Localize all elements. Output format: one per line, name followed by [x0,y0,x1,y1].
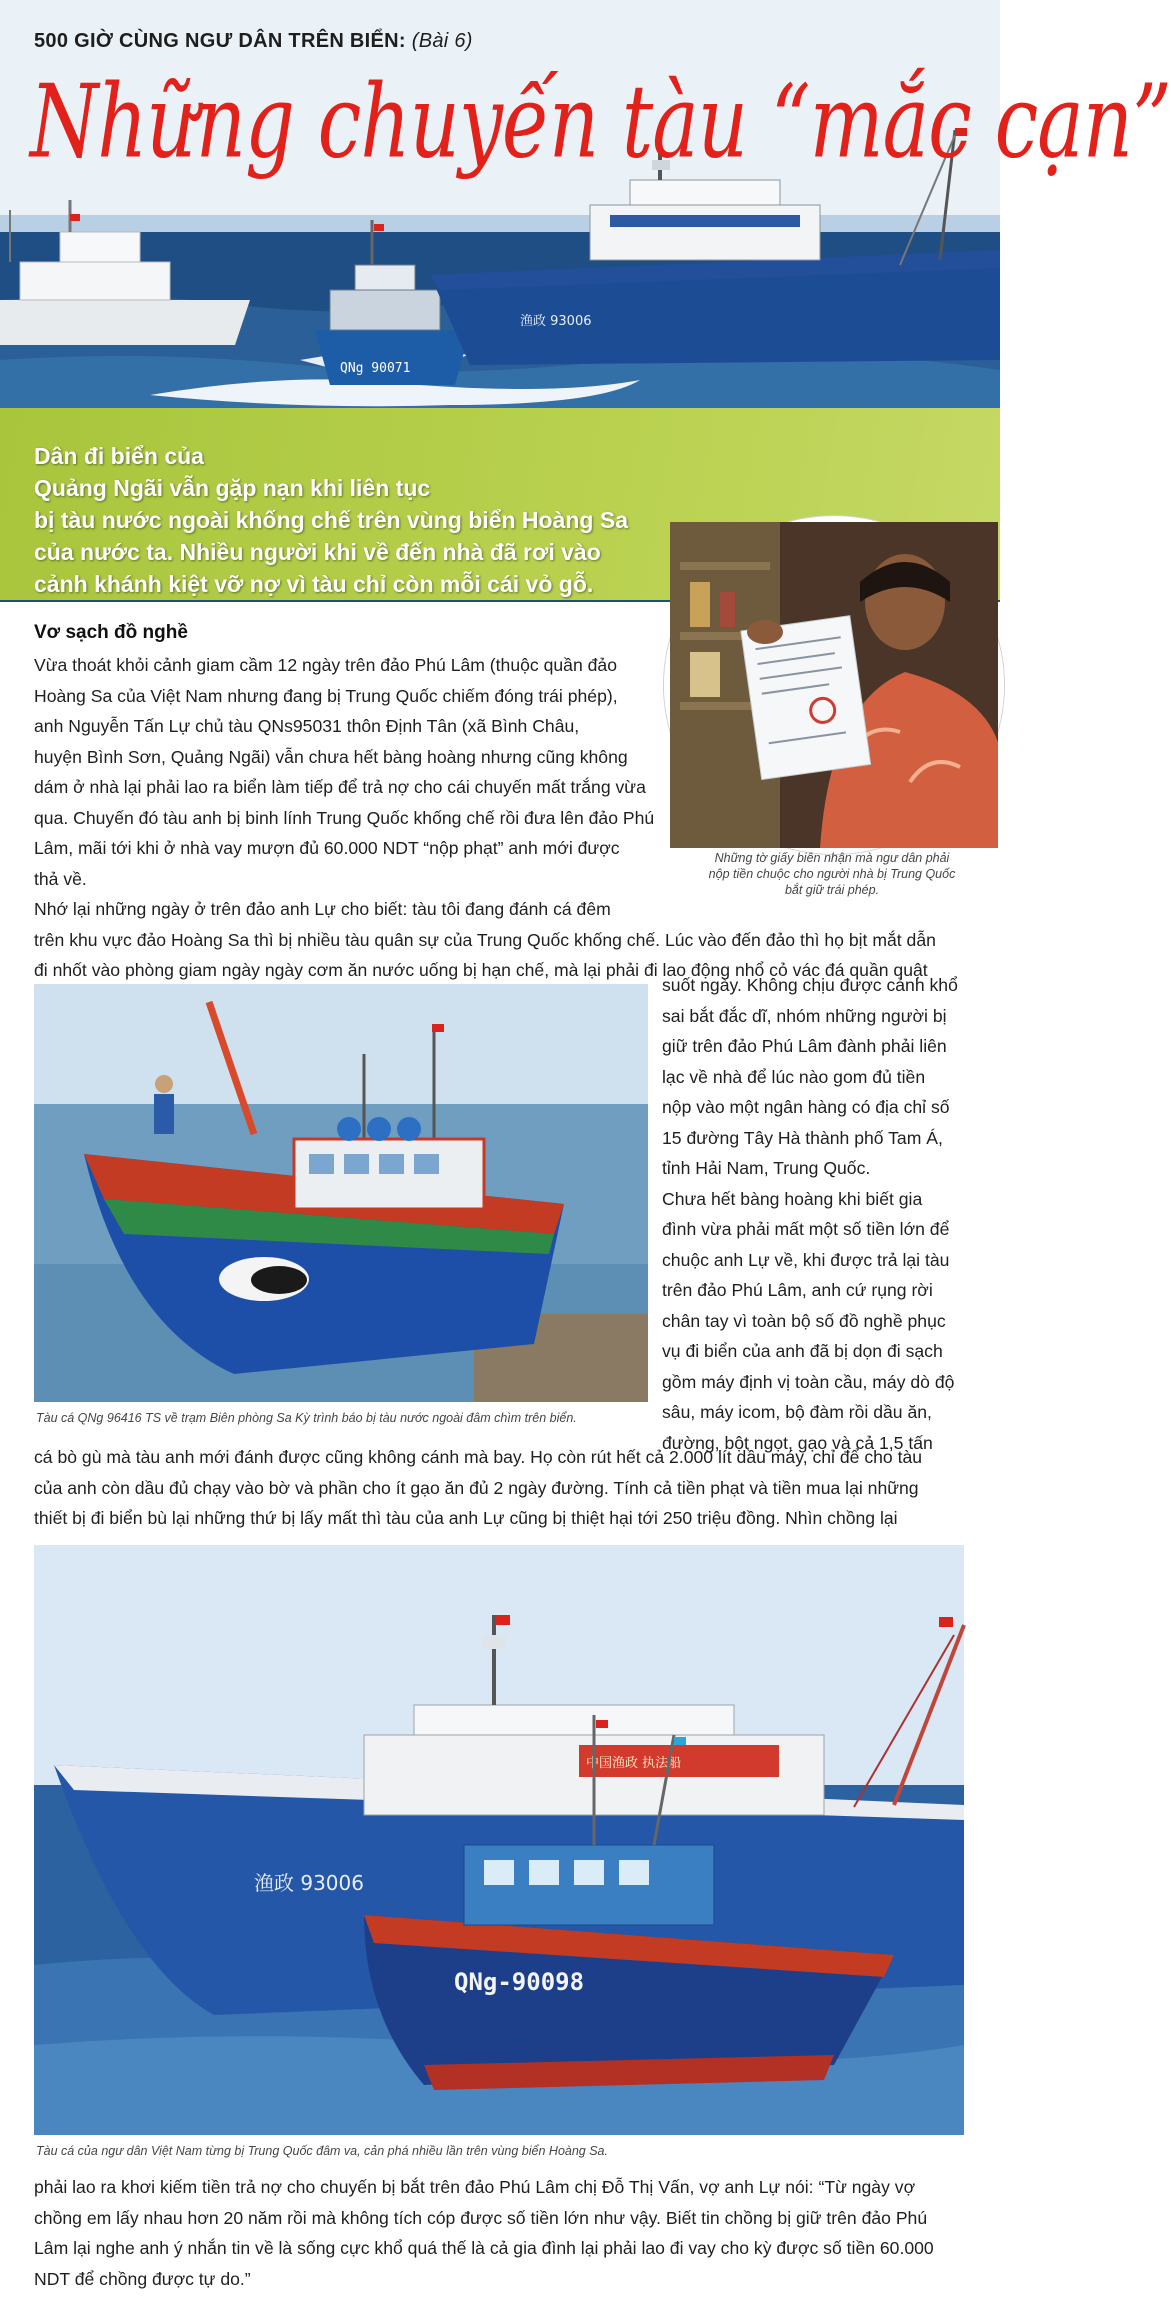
text-line: thiết bị đi biển bù lại những thứ bị lấy mất thì tàu của anh Lự cũng bị thiệt hại tới 250 triệu đồng. Nhìn chồng lại [34,1508,898,1528]
text-line: anh Nguyễn Tấn Lự chủ tàu QNs95031 thôn Định Tân (xã Bình Châu, [34,716,580,736]
portrait-caption [672,850,992,898]
text-line: thả về. [34,868,87,889]
paragraph-3 [34,1442,964,1534]
text-line: của anh còn dầu đủ chạy vào bờ và phần cho ít gạo ăn đủ 2 ngày đường. Tính cả tiền phạt và tiền mua lại những [34,1477,919,1498]
text-line: tỉnh Hải Nam, Trung Quốc. [662,1158,871,1178]
portrait-photo [664,516,1004,854]
boat-scene-1 [34,984,648,1402]
hero-ship-name: 渔政 93006 [520,314,592,329]
boat-photo-2 [34,1545,964,2135]
text-line: suốt ngày. Không chịu được cảnh khổ [662,975,958,995]
lead-line: Quảng Ngãi vẫn gặp nạn khi liên tục [34,475,431,501]
text-line: chân tay vì toàn bộ số đồ nghề phục [662,1310,946,1331]
text-line: huyện Bình Sơn, Quảng Ngãi) vẫn chưa hết bàng hoàng nhưng cũng không [34,746,628,767]
boat-small-number: QNg-90098 [454,1968,585,1996]
text-line: 15 đường Tây Hà thành phố Tam Á, [662,1127,943,1148]
text-line: qua. Chuyến đó tàu anh bị binh lính Trung Quốc khống chế rồi đưa lên đảo Phú [34,807,655,828]
boat-1-caption: Tàu cá QNg 96416 TS về trạm Biên phòng Sa Kỳ trình báo bị tàu nước ngoài đâm chìm trên biển. [36,1411,577,1425]
lead-line: của nước ta. Nhiều người khi về đến nhà đã rơi vào [34,539,601,565]
text-line: Chưa hết bàng hoàng khi biết gia [662,1188,923,1209]
text-line: trên khu vực đảo Hoàng Sa thì bị nhiều tàu quân sự của Trung Quốc khống chế. Lúc vào đến đảo thì họ bịt mắt dẫn [34,929,936,950]
text-line: NDT để chồng được tự do.” [34,2268,251,2289]
paragraph-4 [34,2172,964,2294]
article-lead [34,440,694,600]
text-line: Hoàng Sa của Việt Nam nhưng đang bị Trung Quốc chiếm đóng trái phép), [34,685,618,706]
portrait-scene [670,522,998,848]
caption-line: bắt giữ trái phép. [784,883,880,897]
series-title: 500 GIỜ CÙNG NGƯ DÂN TRÊN BIỂN: [34,30,406,52]
text-line: trên đảo Phú Lâm, anh cứ rụng rời [662,1280,933,1300]
series-part: (Bài 6) [411,30,473,52]
text-line: dám ở nhà lại phải lao ra biển làm tiếp để trả nợ cho cái chuyến mất trắng vừa [34,777,646,797]
text-line: phải lao ra khơi kiếm tiền trả nợ cho chuyến bị bắt trên đảo Phú Lâm chị Đỗ Thị Vấn, vợ anh Lự nói: “Từ ngày vợ [34,2177,916,2197]
text-line: Lâm, mãi tới khi ở nhà vay mượn đủ 60.000 NDT “nộp phạt” anh mới được [34,838,620,858]
boat-scene-2 [34,1545,964,2135]
series-kicker [34,30,473,53]
paragraph-1 [34,650,654,894]
text-line: giữ trên đảo Phú Lâm đành phải liên [662,1036,947,1056]
text-line: chuộc anh Lự về, khi được trả lại tàu [662,1249,950,1270]
right-column-text [662,970,964,1458]
hero-hull-number: QNg 90071 [340,361,411,376]
ship-banner-text: 中国渔政 执法船 [586,1756,682,1771]
text-line: sâu, máy icom, bộ đàm rồi dầu ăn, [662,1402,932,1422]
lead-line: cảnh khánh kiệt vỡ nợ vì tàu chỉ còn mỗi cái vỏ gỗ. [34,571,594,597]
ship-large-name: 渔政 93006 [254,1871,364,1895]
text-line: chồng em lấy nhau hơn 20 năm rồi mà không tích cóp được số tiền lớn như vậy. Biết tin chồng bị giữ trên đảo Phú [34,2207,928,2228]
text-line: gồm máy định vị toàn cầu, máy dò độ [662,1371,955,1392]
boat-photo-1 [34,984,648,1402]
caption-line: nộp tiền chuộc cho người nhà bị Trung Quốc [708,867,956,881]
text-line: đi nhốt vào phòng giam ngày ngày cơm ăn nước uống bị hạn chế, mà lại phải đi lao động nhổ cỏ vác đá quần quật [34,960,928,980]
lead-line: bị tàu nước ngoài khống chế trên vùng biển Hoàng Sa [34,507,628,533]
text-line: Vừa thoát khỏi cảnh giam cầm 12 ngày trên đảo Phú Lâm (thuộc quần đảo [34,655,617,675]
text-line: lạc về nhà để lúc nào gom đủ tiền [662,1066,926,1087]
text-line: đình vừa phải mất một số tiền lớn để [662,1219,950,1239]
text-line: Nhớ lại những ngày ở trên đảo anh Lự cho biết: tàu tôi đang đánh cá đêm [34,899,611,919]
text-line: sai bắt đắc dĩ, nhóm những người bị [662,1005,947,1026]
text-line: Lâm lại nghe anh ý nhắn tin về là sống cực khổ quá thế là cả gia đình lại phải lao đi vay cho kỳ được số tiền 60.000 [34,2238,934,2258]
article-headline: Những chuyến tàu “mắc cạn” [30,64,1171,181]
text-line: nộp vào một ngân hàng có địa chỉ số [662,1097,950,1117]
caption-line: Những tờ giấy biên nhận mà ngư dân phải [714,851,950,865]
text-line: cá bò gù mà tàu anh mới đánh được cũng không cánh mà bay. Họ còn rút hết cả 2.000 lít dầu máy, chỉ để cho tàu [34,1447,923,1467]
lead-line: Dân đi biển của [34,443,204,469]
boat-2-caption: Tàu cá của ngư dân Việt Nam từng bị Trung Quốc đâm va, cản phá nhiều lần trên vùng biển Hoàng Sa. [36,2144,608,2158]
text-line: đường, bột ngọt, gạo và cả 1,5 tấn [662,1432,933,1453]
hero-image [0,0,1171,600]
section-subhead: Vơ sạch đồ nghề [34,622,188,643]
text-line: vụ đi biển của anh đã bị dọn đi sạch [662,1341,943,1361]
